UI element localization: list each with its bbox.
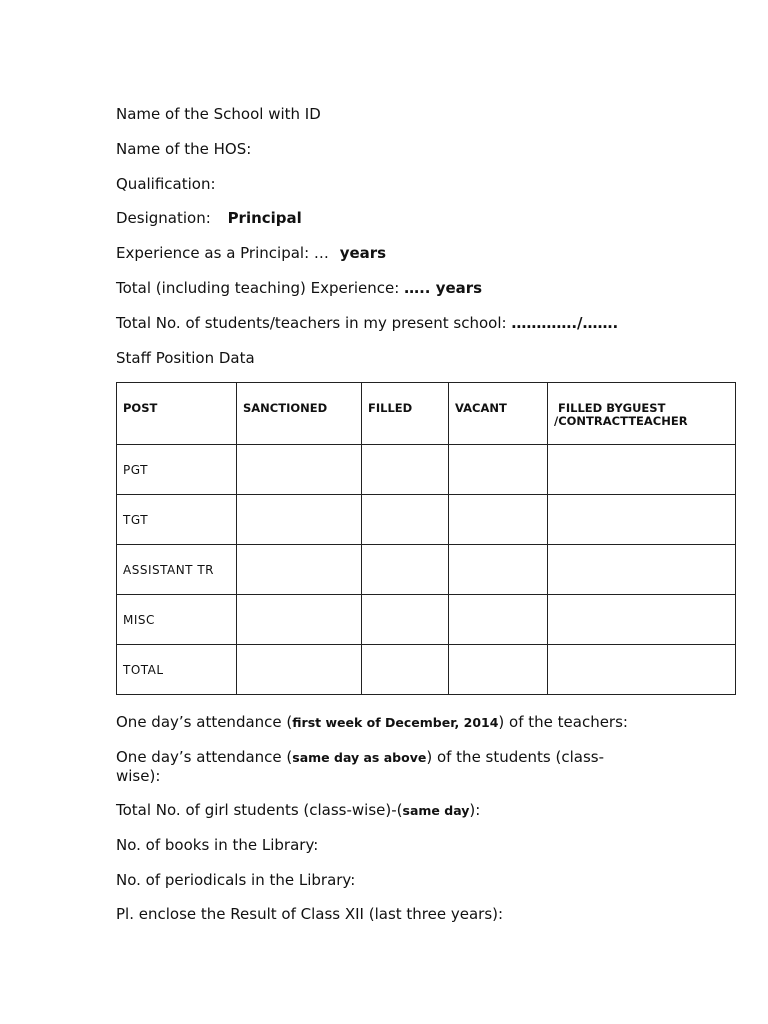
table-row: [117, 495, 736, 545]
table-header-row: [117, 383, 736, 445]
result-label: Pl. enclose the Result of Class XII (last three years):: [116, 905, 504, 923]
students-attendance-post: ) of the students (class-wise):: [116, 748, 604, 785]
books-label: No. of books in the Library:: [116, 836, 319, 854]
table-row: [117, 445, 736, 495]
experience-principal-unit: years: [339, 244, 387, 262]
teachers-attendance-line: [116, 713, 628, 732]
total-experience-line: [116, 279, 482, 297]
table-row: [117, 645, 736, 695]
cell-filled-by-guest: [548, 545, 736, 595]
students-attendance-bold: same day as above: [292, 750, 427, 765]
designation-value: Principal: [227, 209, 302, 227]
designation-label: Designation:: [116, 209, 211, 227]
cell-vacant: [449, 445, 548, 495]
school-name-label: Name of the School with ID: [116, 105, 321, 123]
designation-line: [116, 209, 302, 227]
header-filled-by-guest: [548, 383, 736, 445]
experience-principal-line: [116, 244, 386, 262]
teachers-attendance-bold: first week of December, 2014: [292, 715, 499, 730]
students-teachers-line: [116, 314, 618, 332]
students-attendance-line: [116, 748, 636, 785]
cell-filled-by-guest: [548, 645, 736, 695]
cell-filled: [362, 545, 449, 595]
students-teachers-value: …………./…….: [511, 314, 619, 332]
experience-principal-label: Experience as a Principal: …: [116, 244, 329, 262]
cell-sanctioned: [237, 645, 362, 695]
header-filled: FILLED: [362, 383, 449, 445]
cell-vacant: [449, 645, 548, 695]
cell-filled: [362, 645, 449, 695]
header-vacant: VACANT: [449, 383, 548, 445]
staff-position-label: Staff Position Data: [116, 349, 255, 367]
cell-filled-by-guest: [548, 445, 736, 495]
row-label-total: TOTAL: [117, 645, 237, 695]
girls-count-line: [116, 801, 480, 820]
girls-count-bold: same day: [402, 803, 470, 818]
cell-sanctioned: [237, 445, 362, 495]
periodicals-label: No. of periodicals in the Library:: [116, 871, 356, 889]
cell-vacant: [449, 545, 548, 595]
header-post: POST: [117, 383, 237, 445]
cell-filled: [362, 595, 449, 645]
row-label-assistant-tr: ASSISTANT TR: [117, 545, 237, 595]
teachers-attendance-pre: One day’s attendance (: [116, 713, 293, 731]
table-row: [117, 595, 736, 645]
header-filled-by-guest-line1: FILLED BYGUEST: [558, 401, 666, 415]
cell-vacant: [449, 595, 548, 645]
row-label-pgt: PGT: [117, 445, 237, 495]
students-teachers-label: Total No. of students/teachers in my present school:: [116, 314, 507, 332]
cell-sanctioned: [237, 495, 362, 545]
total-experience-label: Total (including teaching) Experience:: [116, 279, 400, 297]
row-label-tgt: TGT: [117, 495, 237, 545]
girls-count-post: ):: [469, 801, 481, 819]
staff-position-table: [116, 382, 736, 695]
header-sanctioned: SANCTIONED: [237, 383, 362, 445]
cell-filled: [362, 445, 449, 495]
hos-label: Name of the HOS:: [116, 140, 252, 158]
teachers-attendance-post: ) of the teachers:: [498, 713, 628, 731]
cell-vacant: [449, 495, 548, 545]
cell-filled-by-guest: [548, 495, 736, 545]
girls-count-pre: Total No. of girl students (class-wise)-(: [116, 801, 403, 819]
qualification-label: Qualification:: [116, 175, 216, 193]
total-experience-value: ….. years: [404, 279, 483, 297]
header-filled-by-guest-line2: /CONTRACTTEACHER: [554, 414, 688, 428]
students-attendance-pre: One day’s attendance (: [116, 748, 293, 766]
table-row: [117, 545, 736, 595]
cell-filled: [362, 495, 449, 545]
row-label-misc: MISC: [117, 595, 237, 645]
cell-sanctioned: [237, 545, 362, 595]
cell-sanctioned: [237, 595, 362, 645]
cell-filled-by-guest: [548, 595, 736, 645]
